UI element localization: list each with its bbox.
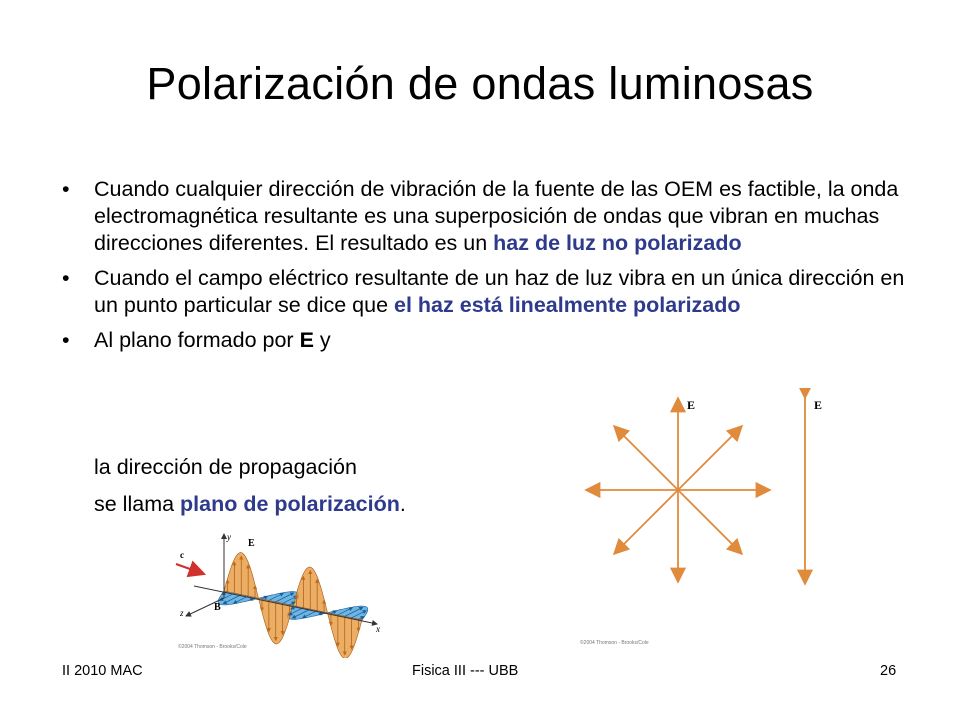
bullet-dot: • — [62, 266, 70, 290]
bold-term: E — [299, 328, 314, 352]
bullet-item — [62, 265, 912, 319]
em-wave-figure — [172, 528, 392, 658]
field-direction-arrow — [678, 490, 742, 554]
bullet-text: Cuando el campo eléctrico resultante de un haz de luz vibra en un única dirección en un punto particular se dice que — [94, 266, 905, 317]
bullet-list — [62, 176, 912, 362]
page-number: 26 — [880, 663, 897, 679]
continuation-text: se llama — [94, 492, 181, 516]
bullet-text: y — [313, 328, 331, 352]
label-z: z — [180, 608, 184, 618]
wave-group — [218, 553, 368, 658]
label-B: B — [214, 602, 221, 613]
label-x: x — [376, 624, 380, 634]
bullet-dot: • — [62, 328, 70, 352]
bullet-text: Cuando cualquier dirección de vibración de la fuente de las OEM es factible, la onda electromagnética resultante es una superposición de ondas que vibran en muchas direcciones diferentes. El resultado es un — [94, 177, 899, 255]
electric-field-wave — [224, 553, 362, 658]
bullet-item — [62, 176, 912, 257]
label-y: y — [227, 532, 231, 542]
footer-left: II 2010 MAC — [62, 663, 143, 679]
continuation-line: la dirección de propagación — [94, 455, 357, 479]
bullet-dot: • — [62, 177, 70, 201]
highlight-term: el haz está linealmente polarizado — [394, 293, 741, 317]
figure-credit: ©2004 Thomson - Brooks/Cole — [178, 644, 247, 650]
bullet-item — [62, 327, 912, 354]
footer-center: Fisica III --- UBB — [412, 663, 519, 679]
propagation-arrow — [176, 564, 204, 574]
unpolarized-star — [586, 398, 770, 582]
polarization-figure — [570, 388, 840, 650]
continuation-text: . — [399, 492, 406, 516]
slide-title: Polarización de ondas luminosas — [146, 58, 814, 109]
label-E-unpolarized: E — [687, 398, 696, 412]
highlight-term: haz de luz no polarizado — [493, 231, 742, 255]
highlight-term: plano de polarización — [180, 492, 400, 516]
continuation-line — [94, 492, 406, 517]
field-direction-arrow — [614, 426, 678, 490]
field-direction-arrow — [678, 426, 742, 490]
bullet-text: Al plano formado por — [94, 328, 300, 352]
label-c: c — [180, 550, 184, 560]
field-direction-arrow — [614, 490, 678, 554]
label-E-polarized: E — [814, 398, 823, 412]
label-E: E — [248, 538, 255, 549]
figure-credit: ©2004 Thomson - Brooks/Cole — [580, 640, 649, 646]
